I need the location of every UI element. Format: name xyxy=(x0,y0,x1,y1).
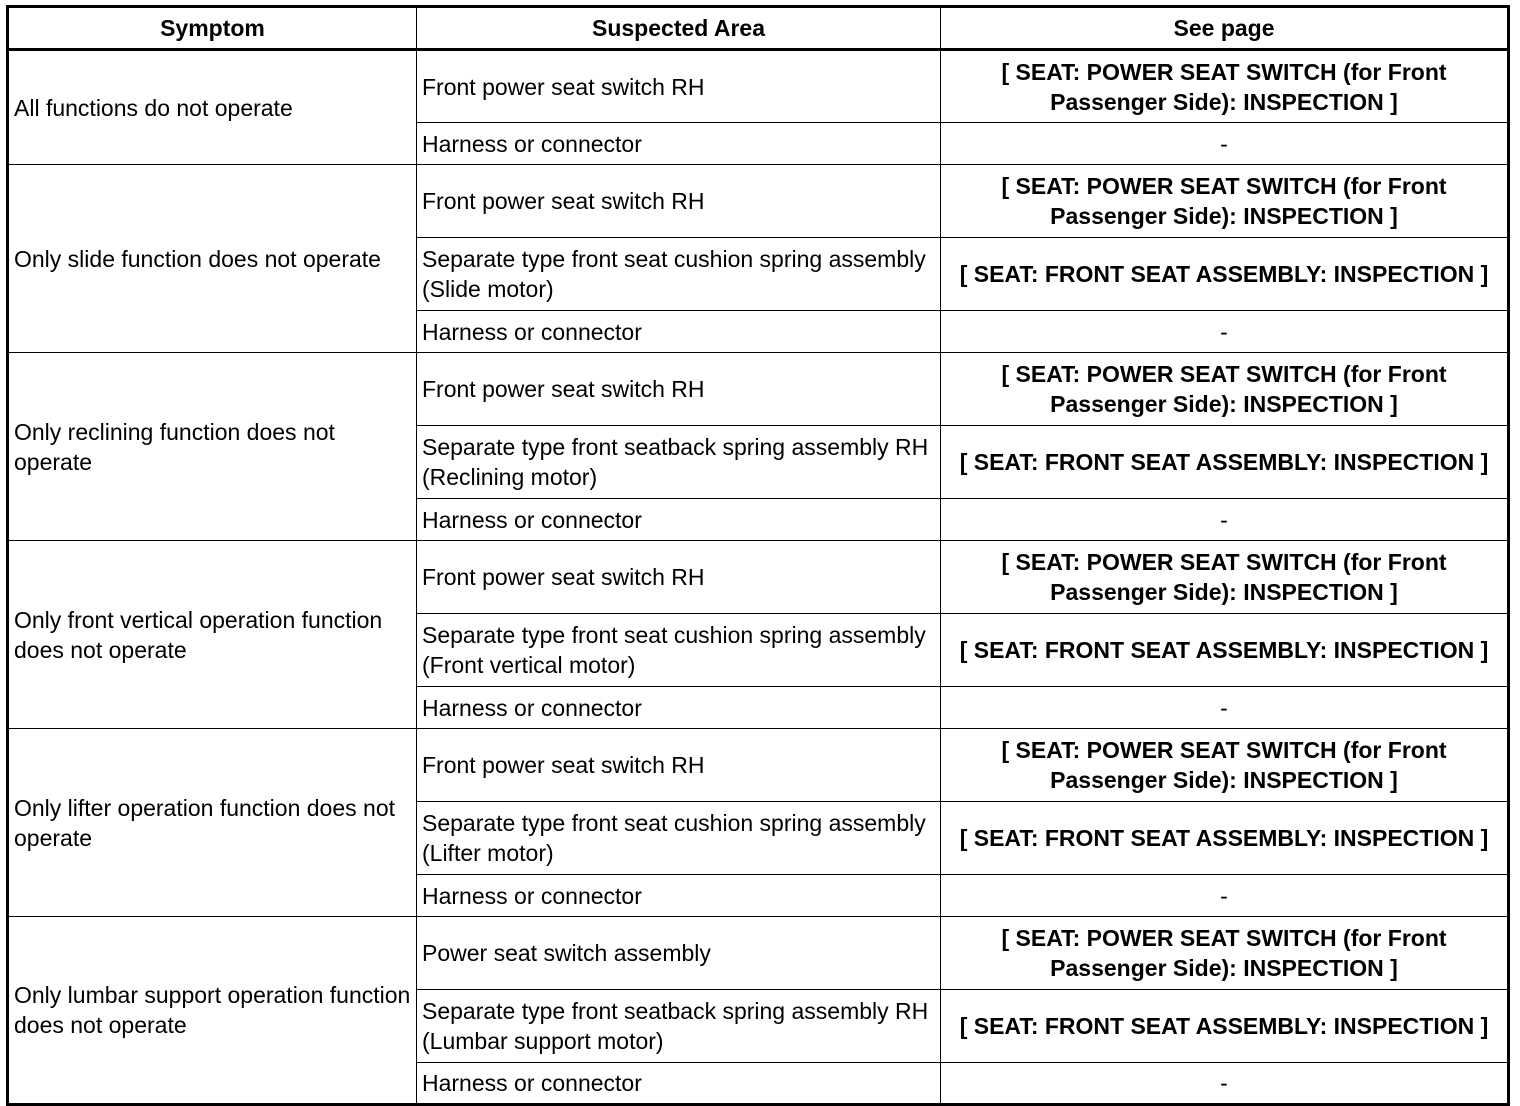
header-see-page: See page xyxy=(941,7,1509,50)
see-page-cell: [ SEAT: FRONT SEAT ASSEMBLY: INSPECTION ] xyxy=(941,426,1509,499)
see-page-cell: [ SEAT: FRONT SEAT ASSEMBLY: INSPECTION ] xyxy=(941,990,1509,1063)
symptom-table xyxy=(6,5,1510,1106)
table-row xyxy=(8,165,1509,238)
suspected-area-cell: Harness or connector xyxy=(417,311,941,353)
suspected-area-cell: Harness or connector xyxy=(417,499,941,541)
see-page-cell: - xyxy=(941,311,1509,353)
table-row xyxy=(8,729,1509,802)
suspected-area-cell: Front power seat switch RH xyxy=(417,353,941,426)
see-page-cell: [ SEAT: POWER SEAT SWITCH (for Front Passenger Side): INSPECTION ] xyxy=(941,50,1509,123)
suspected-area-cell: Power seat switch assembly xyxy=(417,917,941,990)
suspected-area-cell: Separate type front seatback spring assembly RH (Reclining motor) xyxy=(417,426,941,499)
see-page-cell: - xyxy=(941,875,1509,917)
see-page-cell: - xyxy=(941,1063,1509,1105)
suspected-area-cell: Front power seat switch RH xyxy=(417,50,941,123)
table-row xyxy=(8,541,1509,614)
suspected-area-cell: Front power seat switch RH xyxy=(417,165,941,238)
see-page-cell: [ SEAT: FRONT SEAT ASSEMBLY: INSPECTION ] xyxy=(941,238,1509,311)
suspected-area-cell: Separate type front seatback spring assembly RH (Lumbar support motor) xyxy=(417,990,941,1063)
see-page-cell: [ SEAT: FRONT SEAT ASSEMBLY: INSPECTION ] xyxy=(941,802,1509,875)
suspected-area-cell: Harness or connector xyxy=(417,875,941,917)
suspected-area-cell: Front power seat switch RH xyxy=(417,729,941,802)
table-row xyxy=(8,353,1509,426)
table-row xyxy=(8,50,1509,123)
suspected-area-cell: Separate type front seat cushion spring assembly (Front vertical motor) xyxy=(417,614,941,687)
see-page-cell: [ SEAT: FRONT SEAT ASSEMBLY: INSPECTION ] xyxy=(941,614,1509,687)
suspected-area-cell: Front power seat switch RH xyxy=(417,541,941,614)
see-page-cell: [ SEAT: POWER SEAT SWITCH (for Front Passenger Side): INSPECTION ] xyxy=(941,541,1509,614)
header-symptom: Symptom xyxy=(8,7,417,50)
symptom-cell: Only slide function does not operate xyxy=(8,165,417,353)
see-page-cell: [ SEAT: POWER SEAT SWITCH (for Front Passenger Side): INSPECTION ] xyxy=(941,917,1509,990)
symptom-cell: Only front vertical operation function does not operate xyxy=(8,541,417,729)
symptom-cell: Only reclining function does not operate xyxy=(8,353,417,541)
header-row xyxy=(8,7,1509,50)
table-row xyxy=(8,917,1509,990)
see-page-cell: [ SEAT: POWER SEAT SWITCH (for Front Passenger Side): INSPECTION ] xyxy=(941,729,1509,802)
symptom-cell: Only lifter operation function does not operate xyxy=(8,729,417,917)
symptom-cell: All functions do not operate xyxy=(8,50,417,165)
suspected-area-cell: Harness or connector xyxy=(417,1063,941,1105)
header-suspected-area: Suspected Area xyxy=(417,7,941,50)
symptom-cell: Only lumbar support operation function does not operate xyxy=(8,917,417,1105)
suspected-area-cell: Separate type front seat cushion spring assembly (Lifter motor) xyxy=(417,802,941,875)
suspected-area-cell: Harness or connector xyxy=(417,687,941,729)
suspected-area-cell: Separate type front seat cushion spring assembly (Slide motor) xyxy=(417,238,941,311)
see-page-cell: [ SEAT: POWER SEAT SWITCH (for Front Passenger Side): INSPECTION ] xyxy=(941,165,1509,238)
suspected-area-cell: Harness or connector xyxy=(417,123,941,165)
see-page-cell: - xyxy=(941,499,1509,541)
see-page-cell: - xyxy=(941,123,1509,165)
see-page-cell: [ SEAT: POWER SEAT SWITCH (for Front Passenger Side): INSPECTION ] xyxy=(941,353,1509,426)
see-page-cell: - xyxy=(941,687,1509,729)
